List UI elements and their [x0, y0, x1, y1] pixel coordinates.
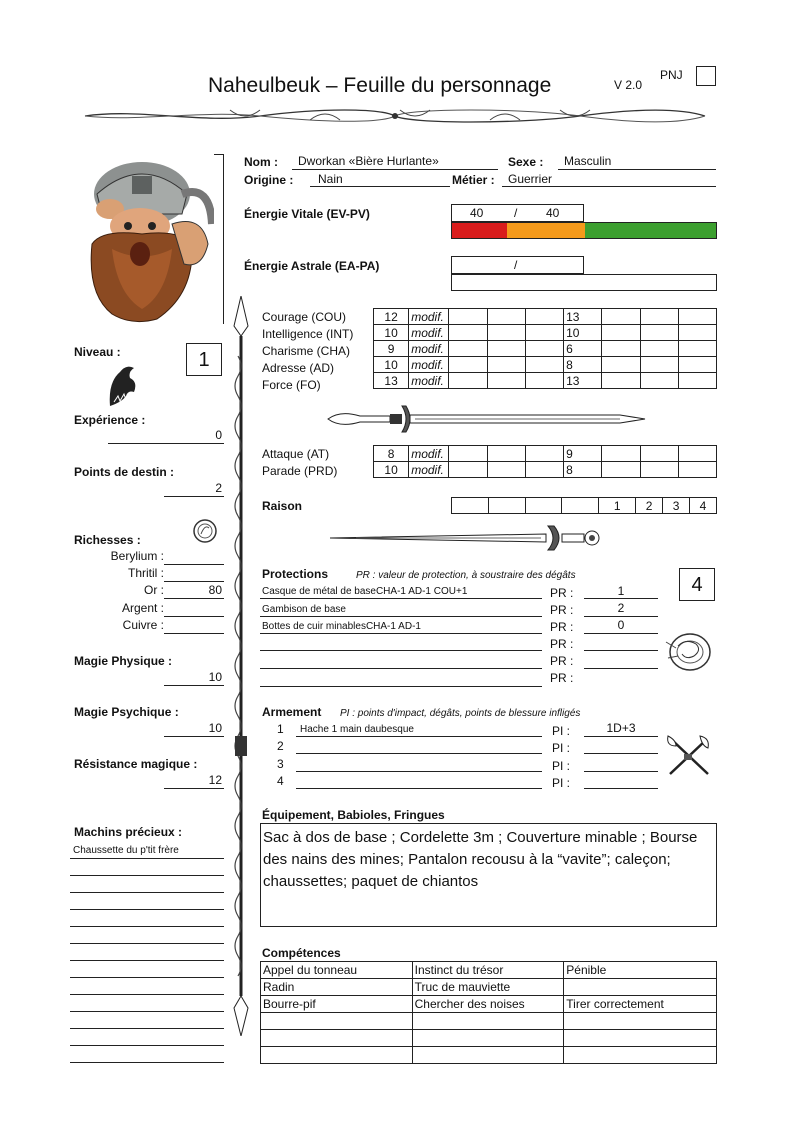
combat-modif-label: modif.: [409, 462, 449, 478]
competence-row: [261, 1030, 717, 1047]
origine-value[interactable]: Nain: [318, 172, 343, 186]
competence-cell[interactable]: Chercher des noises: [412, 996, 564, 1013]
protection-item-2[interactable]: Gambison de base: [262, 604, 346, 615]
coin-value-or[interactable]: 80: [208, 583, 222, 597]
coin-label-thritil: Thritil :: [128, 566, 164, 580]
niveau-value: 1: [198, 349, 210, 371]
raison-cell[interactable]: 3: [663, 498, 690, 514]
pr-label-3: PR :: [550, 620, 574, 634]
coin-icon: [192, 518, 218, 544]
ev-max: 40: [546, 206, 560, 220]
machins-line-11: [70, 1028, 224, 1029]
pr-label-2: PR :: [550, 603, 574, 617]
niveau-label: Niveau :: [74, 345, 121, 359]
competence-cell[interactable]: [261, 1047, 413, 1064]
competence-cell[interactable]: [564, 979, 717, 996]
arme-num-1: 1: [277, 722, 284, 736]
stat-name-ad: Adresse (AD): [262, 361, 335, 375]
stat-cell[interactable]: [449, 325, 487, 341]
pi-label-1: PI :: [552, 724, 571, 738]
magie-psychique-underline: [164, 736, 224, 737]
stat-cell[interactable]: [449, 309, 487, 325]
pi-label-4: PI :: [552, 776, 571, 790]
pr-line-5: [584, 668, 658, 669]
machins-line-7: [70, 960, 224, 961]
ev-current: 40: [470, 206, 484, 220]
magie-psychique-value[interactable]: 10: [208, 721, 222, 735]
magie-physique-value[interactable]: 10: [208, 670, 222, 684]
stat-cell[interactable]: [678, 309, 716, 325]
protection-item-1[interactable]: Casque de métal de baseCHA-1 AD-1 COU+1: [262, 586, 468, 597]
machins-line-10: [70, 1011, 224, 1012]
pr-line-1: [584, 598, 658, 599]
energie-astrale-label: Énergie Astrale (EA-PA): [244, 259, 380, 273]
coin-line-berylium: [164, 564, 224, 565]
protection-line-4: [260, 650, 542, 651]
competence-cell[interactable]: [412, 1013, 564, 1030]
protections-total-box[interactable]: [679, 568, 715, 601]
sword-ornament-2: [326, 520, 616, 556]
competence-cell[interactable]: Radin: [261, 979, 413, 996]
pi-label-2: PI :: [552, 741, 571, 755]
stat-cell[interactable]: [449, 341, 487, 357]
stat-cell[interactable]: [525, 341, 563, 357]
version-label: V 2.0: [614, 78, 643, 92]
competence-row: [261, 962, 717, 979]
raison-table: [451, 497, 717, 514]
resistance-underline: [164, 788, 224, 789]
nom-value[interactable]: Dworkan «Bière Hurlante»: [298, 154, 439, 168]
stat-base[interactable]: 10: [374, 325, 409, 341]
competence-cell[interactable]: [261, 1013, 413, 1030]
stat-cell[interactable]: [678, 325, 716, 341]
combat-cell[interactable]: [678, 462, 716, 478]
competence-cell[interactable]: [564, 1013, 717, 1030]
protections-label: Protections: [262, 567, 329, 581]
coin-label-cuivre: Cuivre :: [122, 618, 164, 632]
combat-cell[interactable]: [640, 446, 678, 462]
equipement-text: Sac à dos de base ; Cordelette 3m ; Couverture minable ; Bourse des nains des mines; Pantalon recousu à la “vavite”; caleçon; chaussettes; paquet de chiantos: [263, 829, 698, 890]
pi-line-2: [584, 753, 658, 754]
metier-underline: [502, 186, 716, 187]
nom-underline: [292, 169, 498, 170]
pr-line-2: [584, 616, 658, 617]
pr-label-4: PR :: [550, 637, 574, 651]
raison-cell[interactable]: 1: [599, 498, 636, 514]
arme-line-1: [296, 736, 542, 737]
coin-label-argent: Argent :: [121, 601, 164, 615]
stat-row-int: [374, 325, 717, 341]
stat-cell[interactable]: [525, 373, 563, 389]
stat-modif-label: modif.: [409, 373, 449, 389]
niveau-value-box[interactable]: [186, 343, 222, 376]
stat-name-fo: Force (FO): [262, 378, 321, 392]
combat-cell[interactable]: [525, 446, 563, 462]
ea-value-box[interactable]: [451, 256, 584, 274]
stat-total[interactable]: 10: [564, 325, 602, 341]
sexe-label: Sexe :: [508, 155, 544, 169]
spear-divider: [226, 296, 256, 1036]
competences-table: [260, 961, 717, 1064]
competence-cell[interactable]: Tirer correctement: [564, 996, 717, 1013]
stat-row-cha: [374, 341, 717, 357]
stat-cell[interactable]: [602, 309, 640, 325]
stat-cell[interactable]: [487, 341, 525, 357]
pnj-label: PNJ: [660, 68, 683, 82]
stat-cell[interactable]: [678, 357, 716, 373]
stat-modif-label: modif.: [409, 309, 449, 325]
combat-row-prd: [374, 462, 717, 478]
stat-cell[interactable]: [640, 309, 678, 325]
competence-cell[interactable]: [261, 1030, 413, 1047]
competence-cell[interactable]: [412, 1047, 564, 1064]
resistance-value[interactable]: 12: [208, 773, 222, 787]
protection-line-5: [260, 668, 542, 669]
stat-name-cou: Courage (COU): [262, 310, 347, 324]
raison-cell[interactable]: [488, 498, 525, 514]
ev-health-bar: [451, 222, 717, 239]
energie-vitale-label: Énergie Vitale (EV-PV): [244, 207, 370, 221]
competence-row: [261, 996, 717, 1013]
stat-cell[interactable]: [525, 325, 563, 341]
combat-total[interactable]: 9: [564, 446, 602, 462]
stat-cell[interactable]: [602, 341, 640, 357]
stat-cell[interactable]: [487, 373, 525, 389]
arme-name-1[interactable]: Hache 1 main daubesque: [300, 724, 414, 735]
competence-row: [261, 1047, 717, 1064]
raison-row: [452, 498, 717, 514]
machins-line-12: [70, 1045, 224, 1046]
arme-num-4: 4: [277, 774, 284, 788]
combat-base[interactable]: 8: [374, 446, 409, 462]
combat-base[interactable]: 10: [374, 462, 409, 478]
ea-bar: [451, 274, 717, 291]
destin-value[interactable]: 2: [215, 481, 222, 495]
resistance-label: Résistance magique :: [74, 757, 198, 771]
character-portrait: [72, 154, 214, 324]
pi-line-3: [584, 771, 658, 772]
competence-row: [261, 1013, 717, 1030]
pr-label-6: PR :: [550, 671, 574, 685]
sexe-value[interactable]: Masculin: [564, 154, 612, 168]
stat-cell[interactable]: [602, 357, 640, 373]
combat-cell[interactable]: [487, 446, 525, 462]
combat-cell[interactable]: [602, 462, 640, 478]
combat-cell[interactable]: [678, 446, 716, 462]
stat-base[interactable]: 9: [374, 341, 409, 357]
machins-line-5: [70, 926, 224, 927]
stat-cell[interactable]: [678, 341, 716, 357]
ea-separator: /: [514, 258, 518, 272]
portrait-frame-side: [223, 154, 224, 324]
stat-cell[interactable]: [678, 373, 716, 389]
metier-value[interactable]: Guerrier: [508, 172, 553, 186]
stat-cell[interactable]: [602, 325, 640, 341]
pi-value-1[interactable]: 1D+3: [606, 721, 636, 735]
machins-label: Machins précieux :: [74, 825, 183, 839]
machins-line-13: [70, 1062, 224, 1063]
stat-cell[interactable]: [487, 309, 525, 325]
stat-name-at: Attaque (AT): [262, 447, 330, 461]
machins-line-1: [70, 858, 224, 859]
armement-note: PI : points d'impact, dégâts, points de blessure infligés: [340, 708, 581, 719]
equipement-label: Équipement, Babioles, Fringues: [262, 808, 445, 822]
arme-num-2: 2: [277, 739, 284, 753]
stat-base[interactable]: 10: [374, 357, 409, 373]
arme-line-4: [296, 788, 542, 789]
stat-name-cha: Charisme (CHA): [262, 344, 351, 358]
competences-label: Compétences: [262, 946, 341, 960]
combat-cell[interactable]: [525, 462, 563, 478]
nom-label: Nom :: [244, 155, 278, 169]
pr-value-3[interactable]: 0: [617, 618, 625, 632]
pi-line-1: [584, 736, 658, 737]
pi-line-4: [584, 788, 658, 789]
combat-cell[interactable]: [602, 446, 640, 462]
stat-base[interactable]: 13: [374, 373, 409, 389]
pnj-checkbox[interactable]: [696, 66, 716, 86]
crossed-weapons-icon: [664, 734, 714, 780]
raison-cell[interactable]: 4: [690, 498, 717, 514]
ev-bar-orange: [507, 223, 585, 238]
combat-row-at: [374, 446, 717, 462]
raison-cell[interactable]: [452, 498, 489, 514]
raison-cell[interactable]: 2: [636, 498, 663, 514]
stat-cell[interactable]: [487, 357, 525, 373]
stat-row-ad: [374, 357, 717, 373]
pr-label-1: PR :: [550, 586, 574, 600]
stat-cell[interactable]: [640, 325, 678, 341]
experience-underline: [108, 443, 224, 444]
raison-cell[interactable]: [562, 498, 599, 514]
stat-cell[interactable]: [525, 357, 563, 373]
ev-separator: /: [514, 206, 518, 220]
combat-cell[interactable]: [640, 462, 678, 478]
experience-label: Expérience :: [74, 413, 146, 427]
coin-line-thritil: [164, 581, 224, 582]
competence-cell[interactable]: Truc de mauviette: [412, 979, 564, 996]
armement-label: Armement: [262, 705, 322, 719]
combat-table: [373, 445, 717, 478]
combat-cell[interactable]: [449, 462, 487, 478]
coin-line-or: [164, 598, 224, 599]
sexe-underline: [558, 169, 716, 170]
coin-line-argent: [164, 616, 224, 617]
stat-total[interactable]: 8: [564, 357, 602, 373]
coin-line-cuivre: [164, 633, 224, 634]
origine-underline: [310, 186, 450, 187]
ev-bar-green: [585, 223, 717, 238]
stat-modif-label: modif.: [409, 341, 449, 357]
competence-cell[interactable]: Instinct du trésor: [412, 962, 564, 979]
stat-total[interactable]: 13: [564, 309, 602, 325]
raison-cell[interactable]: [525, 498, 562, 514]
ev-bar-red: [452, 223, 507, 238]
arme-line-2: [296, 753, 542, 754]
combat-total[interactable]: 8: [564, 462, 602, 478]
stat-cell[interactable]: [449, 357, 487, 373]
origine-label: Origine :: [244, 173, 294, 187]
pr-line-3: [584, 633, 658, 634]
machins-line-2: [70, 875, 224, 876]
stat-cell[interactable]: [602, 373, 640, 389]
magie-psychique-label: Magie Psychique :: [74, 705, 179, 719]
pi-label-3: PI :: [552, 759, 571, 773]
machins-line-6: [70, 943, 224, 944]
destin-underline: [164, 496, 224, 497]
stat-total[interactable]: 6: [564, 341, 602, 357]
stat-cell[interactable]: [640, 341, 678, 357]
combat-modif-label: modif.: [409, 446, 449, 462]
pr-value-2[interactable]: 2: [617, 601, 625, 615]
stat-cell[interactable]: [525, 309, 563, 325]
protection-item-3[interactable]: Bottes de cuir minablesCHA-1 AD-1: [262, 621, 421, 632]
competence-cell[interactable]: [564, 1047, 717, 1064]
stat-modif-label: modif.: [409, 357, 449, 373]
arme-line-3: [296, 771, 542, 772]
combat-cell[interactable]: [449, 446, 487, 462]
experience-value[interactable]: 0: [215, 428, 222, 442]
stat-cell[interactable]: [640, 373, 678, 389]
machins-line-4: [70, 909, 224, 910]
arme-num-3: 3: [277, 757, 284, 771]
sword-ornament: [320, 400, 650, 438]
pr-line-4: [584, 650, 658, 651]
magie-physique-underline: [164, 685, 224, 686]
competence-row: [261, 979, 717, 996]
stat-name-int: Intelligence (INT): [262, 327, 354, 341]
equipement-textarea[interactable]: [260, 823, 717, 927]
protection-line-6: [260, 686, 542, 687]
pr-value-1[interactable]: 1: [617, 584, 625, 598]
machins-line-3: [70, 892, 224, 893]
stat-row-fo: [374, 373, 717, 389]
coin-label-or: Or :: [144, 583, 164, 597]
stat-row-cou: [374, 309, 717, 325]
machins-item[interactable]: Chaussette du p'tit frère: [73, 845, 179, 856]
combat-cell[interactable]: [487, 462, 525, 478]
magie-physique-label: Magie Physique :: [74, 654, 173, 668]
stat-base[interactable]: 12: [374, 309, 409, 325]
dragon-icon: [104, 362, 140, 410]
competence-cell[interactable]: [564, 1030, 717, 1047]
pr-label-5: PR :: [550, 654, 574, 668]
stat-total[interactable]: 13: [564, 373, 602, 389]
protection-line-2: [260, 616, 542, 617]
protection-line-1: [260, 598, 542, 599]
metier-label: Métier :: [452, 173, 495, 187]
destin-label: Points de destin :: [74, 465, 175, 479]
coin-label-berylium: Berylium :: [110, 549, 164, 563]
protection-line-3: [260, 633, 542, 634]
stat-cell[interactable]: [449, 373, 487, 389]
competence-cell[interactable]: [412, 1030, 564, 1047]
machins-line-9: [70, 994, 224, 995]
protections-total: 4: [691, 574, 703, 596]
shield-icon: [664, 628, 714, 676]
stat-name-prd: Parade (PRD): [262, 464, 338, 478]
stat-cell[interactable]: [487, 325, 525, 341]
richesses-label: Richesses :: [74, 533, 141, 547]
stats-table: [373, 308, 717, 389]
protections-note: PR : valeur de protection, à soustraire des dégâts: [356, 570, 576, 581]
competence-cell[interactable]: Pénible: [564, 962, 717, 979]
header-ornament: [80, 104, 710, 128]
competence-cell[interactable]: Appel du tonneau: [261, 962, 413, 979]
stat-modif-label: modif.: [409, 325, 449, 341]
machins-line-8: [70, 977, 224, 978]
raison-label: Raison: [262, 499, 303, 513]
page-title: Naheulbeuk – Feuille du personnage: [208, 74, 552, 97]
stat-cell[interactable]: [640, 357, 678, 373]
competence-cell[interactable]: Bourre-pif: [261, 996, 413, 1013]
